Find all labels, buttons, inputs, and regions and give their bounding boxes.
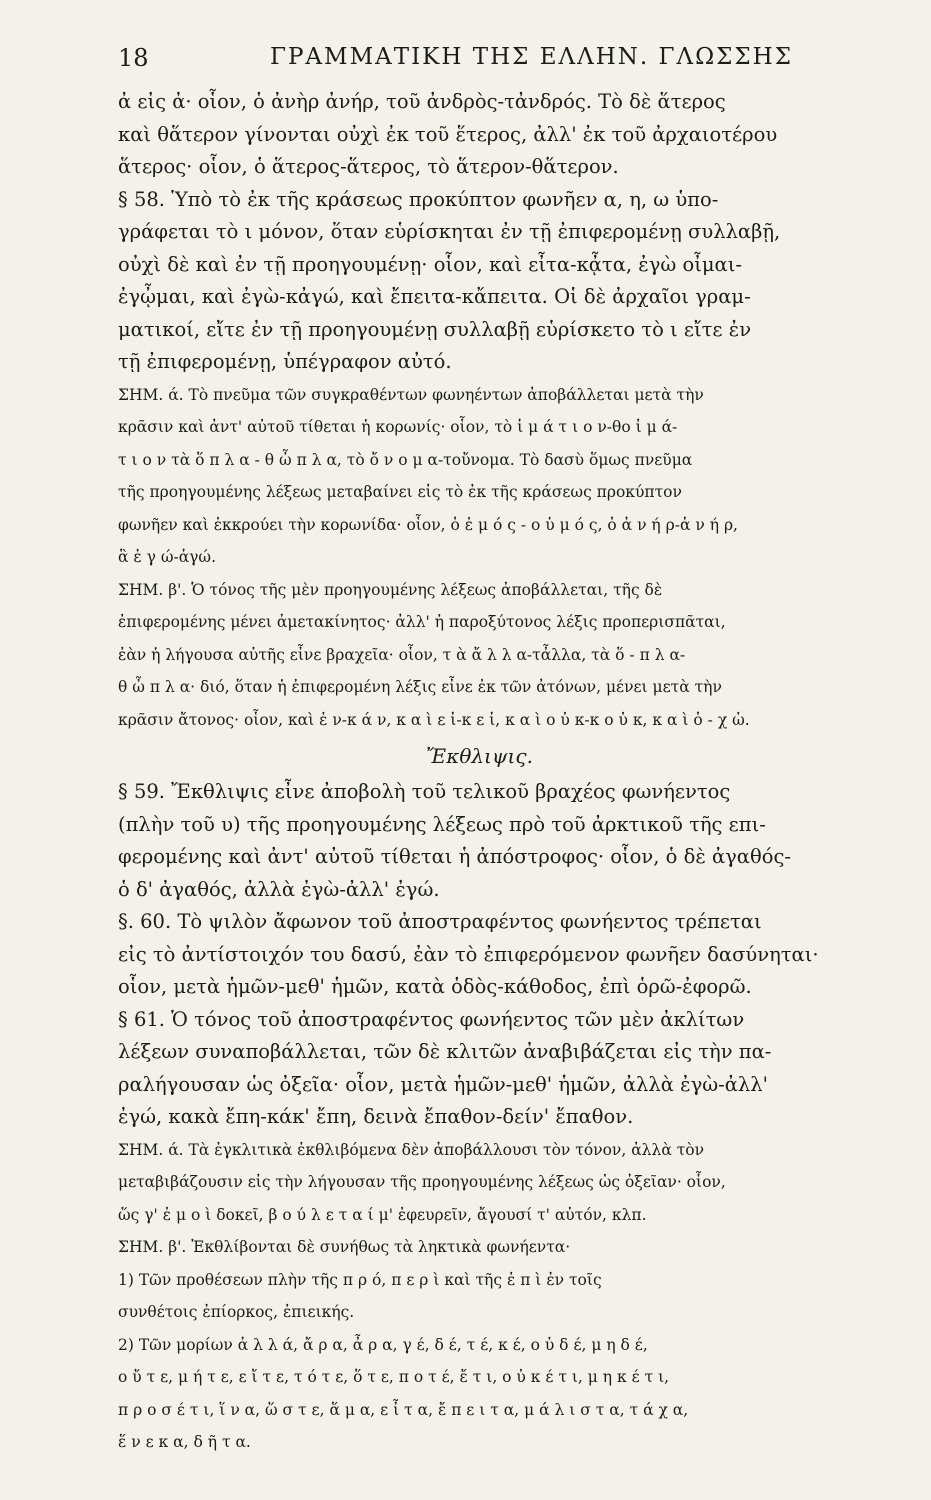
text-line: καὶ θἅτερον γίνονται οὐχὶ ἐκ τοῦ ἕτερος, ἀλλ' ἐκ τοῦ ἀρχαιοτέρου [118,122,778,146]
main-text-block-2 [118,776,841,1134]
text-line: ἀ εἰς ἀ· οἷον, ὁ ἀνὴρ ἀνήρ, τοῦ ἀνδρὸς-τἀνδρός. Τὸ δὲ ἅτερος [118,90,726,113]
text-line: οὐχὶ δὲ καὶ ἐν τῇ προηγουμένῃ· οἷον, καὶ εἶτα-κᾆτα, ἐγὼ οἶμαι- [118,252,742,276]
note-line: π ρ ο σ έ τ ι, ἵ ν α, ὥ σ τ ε, ἅ μ α, ε ἶ τ α, ἔ π ε ι τ α, μ ά λ ι σ τ α, τ ά χ α, [118,1400,689,1419]
text-line: ἐγώ, κακὰ ἔπη-κάκ' ἔπη, δεινὰ ἔπαθον-δείν' ἔπαθον. [118,1105,634,1128]
text-line: ἐγᾦμαι, καὶ ἐγὼ-κἀγώ, καὶ ἔπειτα-κἄπειτα. Οἱ δὲ ἀρχαῖοι γραμ- [118,285,751,308]
note-line: συνθέτοις ἐπίορκος, ἐπιεικής. [118,1303,355,1321]
paragraph-58-line: § 58. Ὑπὸ τὸ ἐκ τῆς κράσεως προκύπτον φωνῆεν α, η, ω ὑπο- [118,187,719,211]
text-line: εἰς τὸ ἀντίστοιχόν του δασύ, ἐὰν τὸ ἐπιφερόμενον φωνῆεν δασύνηται· [118,942,819,966]
paragraph-60-line: §. 60. Τὸ ψιλὸν ἄφωνον τοῦ ἀποστραφέντος φωνήεντος τρέπεται [118,910,762,933]
note-line: κρᾶσιν καὶ ἀντ' αὐτοῦ τίθεται ἡ κορωνίς· οἷον, τὸ ἱ μ ά τ ι ο ν-θο ἱ μ ά- [118,418,678,436]
note-line: ὥς γ' ἐ μ ο ὶ δοκεῖ, β ο ύ λ ε τ α ί μ' ἐφευρεῖν, ἄγουσί τ' αὐτόν, κλπ. [118,1205,647,1224]
note-line: ἐπιφερομένης μένει ἀμετακίνητος· ἀλλ' ἡ παροξύτονος λέξις προπερισπᾶται, [118,613,726,631]
note-block-2 [118,1134,841,1459]
text-line: τῇ ἐπιφερομένῃ, ὑπέγραφον αὐτό. [118,350,452,373]
page-header [118,44,841,86]
note-block-1 [118,379,841,737]
main-text-block-1 [118,86,841,379]
text-line: ὁ δ' ἀγαθός, ἀλλὰ ἐγὼ-ἀλλ' ἐγώ. [118,877,440,901]
paragraph-59-line: § 59. Ἔκθλιψις εἶνε ἀποβολὴ τοῦ τελικοῦ βραχέος φωνήεντος [118,780,731,803]
note-line: ΣΗΜ. β'. Ὁ τόνος τῆς μὲν προηγουμένης λέξεως ἀποβάλλεται, τῆς δὲ [118,580,663,599]
text-line: φερομένης καὶ ἀντ' αὐτοῦ τίθεται ἡ ἀπόστροφος· οἷον, ὁ δὲ ἀγαθός- [118,845,791,868]
note-line: ΣΗΜ. ά. Τὸ πνεῦμα τῶν συγκραθέντων φωνηέντων ἀποβάλλεται μετὰ τὴν [118,385,704,404]
text-line: γράφεται τὸ ι μόνον, ὅταν εὑρίσκηται ἐν τῇ ἐπιφερομένῃ συλλαβῇ, [118,220,781,243]
note-line: φωνῆεν καὶ ἐκκρούει τὴν κορωνίδα· οἷον, ὁ ἐ μ ό ς - ο ὑ μ ό ς, ὁ ἀ ν ή ρ-ἁ ν ή ρ, [118,515,738,534]
note-line: ἕ ν ε κ α, δ ῆ τ α. [118,1433,251,1451]
text-line: οἷον, μετὰ ἡμῶν-μεθ' ἡμῶν, κατὰ ὁδὸς-κάθοδος, ἐπὶ ὁρῶ-ἐφορῶ. [118,975,752,998]
note-line: κρᾶσιν ἄτονος· οἷον, καὶ ἐ ν-κ ά ν, κ α ὶ ε ἰ-κ ε ἰ, κ α ὶ ο ὐ κ-κ ο ὐ κ, κ α ὶ ὁ - χ ὡ. [118,710,750,729]
note-line: τ ι ο ν τὰ ὅ π λ α - θ ὦ π λ α, τὸ ὄ ν ο μ α-τοὔνομα. Τὸ δασὺ ὅμως πνεῦμα [118,450,693,469]
paragraph-61-line: § 61. Ὁ τόνος τοῦ ἀποστραφέντος φωνήεντος τῶν μὲν ἀκλίτων [118,1007,745,1031]
note-line: τῆς προηγουμένης λέξεως μεταβαίνει εἰς τὸ ἐκ τῆς κράσεως προκύπτον [118,483,682,501]
note-line: θ ὦ π λ α· διό, ὅταν ἡ ἐπιφερομένη λέξις εἶνε ἐκ τῶν ἀτόνων, μένει μετὰ τὴν [118,678,722,696]
text-line: ραλήγουσαν ὡς ὀξεῖα· οἷον, μετὰ ἡμῶν-μεθ' ἡμῶν, ἀλλὰ ἐγὼ-ἀλλ' [118,1072,768,1096]
note-line: ἐὰν ἡ λήγουσα αὐτῆς εἶνε βραχεῖα· οἷον, τ ὰ ἄ λ λ α-τἆλλα, τὰ ὅ - π λ α- [118,645,686,664]
text-line: ἅτερος· οἷον, ὁ ἅτερος-ἅτερος, τὸ ἅτερον-θἅτερον. [118,155,619,178]
section-heading: Ἔκθλιψις. [426,744,533,768]
note-line: ἃ ἐ γ ώ-ἁγώ. [118,548,217,566]
note-line: 2) Τῶν μορίων ἀ λ λ ά, ἄ ρ α, ἆ ρ α, γ έ, δ έ, τ έ, κ έ, ο ὐ δ έ, μ η δ έ, [118,1335,648,1354]
page-number: 18 [118,44,149,72]
running-title: ΓΡΑΜΜΑΤΙΚΗ ΤΗΣ ΕΛΛΗΝ. ΓΛΩΣΣΗΣ [270,44,793,70]
text-line: ματικοί, εἴτε ἐν τῇ προηγουμένῃ συλλαβῇ εὑρίσκετο τὸ ι εἴτε ἐν [118,317,752,341]
note-line: μεταβιβάζουσιν εἰς τὴν λήγουσαν τῆς προηγουμένης λέξεως ὡς ὀξεῖαν· οἷον, [118,1173,726,1191]
text-line: λέξεων συναποβάλλεται, τῶν δὲ κλιτῶν ἀναβιβάζεται εἰς τὴν πα- [118,1040,772,1063]
note-line: 1) Τῶν προθέσεων πλὴν τῆς π ρ ό, π ε ρ ὶ καὶ τῆς ἐ π ὶ ἐν τοῖς [118,1270,602,1289]
note-line: ΣΗΜ. β'. Ἐκθλίβονται δὲ συνήθως τὰ ληκτικὰ φωνήεντα· [118,1238,571,1256]
note-line: ΣΗΜ. ά. Τὰ ἐγκλιτικὰ ἐκθλιβόμενα δὲν ἀποβάλλουσι τὸν τόνον, ἀλλὰ τὸν [118,1140,705,1159]
text-line: (πλὴν τοῦ υ) τῆς προηγουμένης λέξεως πρὸ τοῦ ἀρκτικοῦ τῆς επι- [118,812,766,836]
note-line: ο ὔ τ ε, μ ή τ ε, ε ἴ τ ε, τ ό τ ε, ὅ τ ε, π ο τ έ, ἔ τ ι, ο ὐ κ έ τ ι, μ η κ έ τ ι, [118,1368,670,1386]
